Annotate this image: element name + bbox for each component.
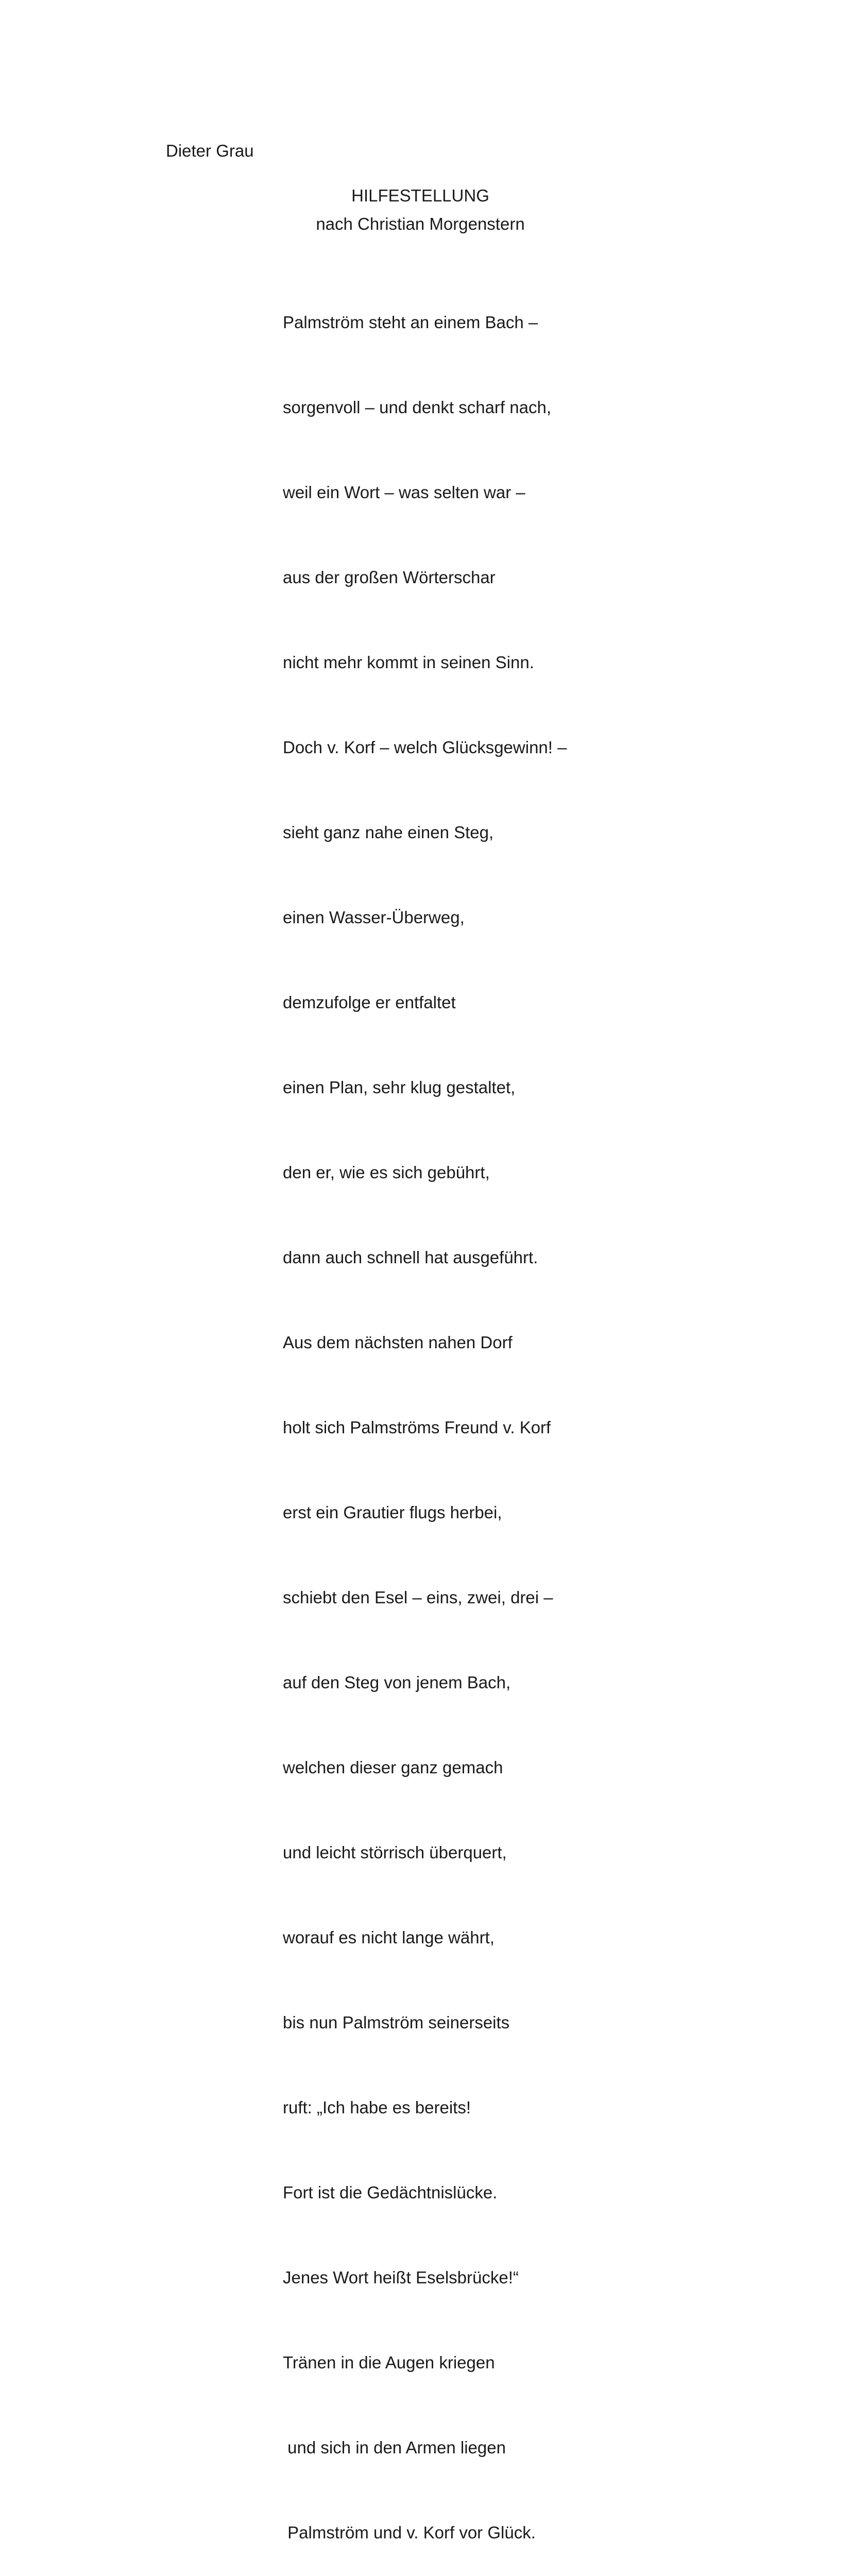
poem-line: Doch v. Korf – welch Glücksgewinn! –: [283, 738, 567, 757]
poem-line: Tränen in die Augen kriegen: [283, 2353, 495, 2372]
poem-line: Aus dem nächsten nahen Dorf: [283, 1333, 513, 1352]
poem-line: demzufolge er entfaltet: [283, 993, 456, 1012]
poem-line: worauf es nicht lange währt,: [283, 1928, 495, 1947]
poem-line: welchen dieser ganz gemach: [283, 1758, 503, 1777]
title-block: [0, 181, 841, 238]
poem-line: bis nun Palmström seinerseits: [283, 2013, 510, 2032]
poem-subtitle: nach Christian Morgenstern: [316, 214, 525, 233]
poem-line: erst ein Grautier flugs herbei,: [283, 1503, 502, 1522]
poem-line: schiebt den Esel – eins, zwei, drei –: [283, 1588, 553, 1607]
author-name: Dieter Grau: [166, 141, 254, 160]
poem-title: HILFESTELLUNG: [351, 186, 489, 205]
poem-line: sieht ganz nahe einen Steg,: [283, 823, 494, 842]
poem-line: ruft: „Ich habe es bereits!: [283, 2098, 471, 2117]
poem-line: und leicht störrisch überquert,: [283, 1843, 507, 1862]
poem-line: auf den Steg von jenem Bach,: [283, 1673, 511, 1692]
poem-line: einen Wasser-Überweg,: [283, 908, 465, 927]
poem-line: holt sich Palmströms Freund v. Korf: [283, 1418, 551, 1437]
poem-line: und sich in den Armen liegen: [283, 2438, 506, 2457]
poem-line: nicht mehr kommt in seinen Sinn.: [283, 653, 534, 672]
poem-body: [283, 251, 567, 2576]
poem-line: Jenes Wort heißt Eselsbrücke!“: [283, 2268, 519, 2287]
poem-line: den er, wie es sich gebührt,: [283, 1163, 490, 1182]
poem-line: einen Plan, sehr klug gestaltet,: [283, 1078, 516, 1097]
poem-line: aus der großen Wörterschar: [283, 568, 496, 587]
poem-line: Palmström steht an einem Bach –: [283, 313, 538, 332]
poem-line: weil ein Wort – was selten war –: [283, 483, 525, 502]
poem-line: Fort ist die Gedächtnislücke.: [283, 2183, 498, 2202]
poem-line: sorgenvoll – und denkt scharf nach,: [283, 398, 551, 417]
poem-line: Palmström und v. Korf vor Glück.: [283, 2523, 536, 2542]
poem-line: dann auch schnell hat ausgeführt.: [283, 1248, 538, 1267]
